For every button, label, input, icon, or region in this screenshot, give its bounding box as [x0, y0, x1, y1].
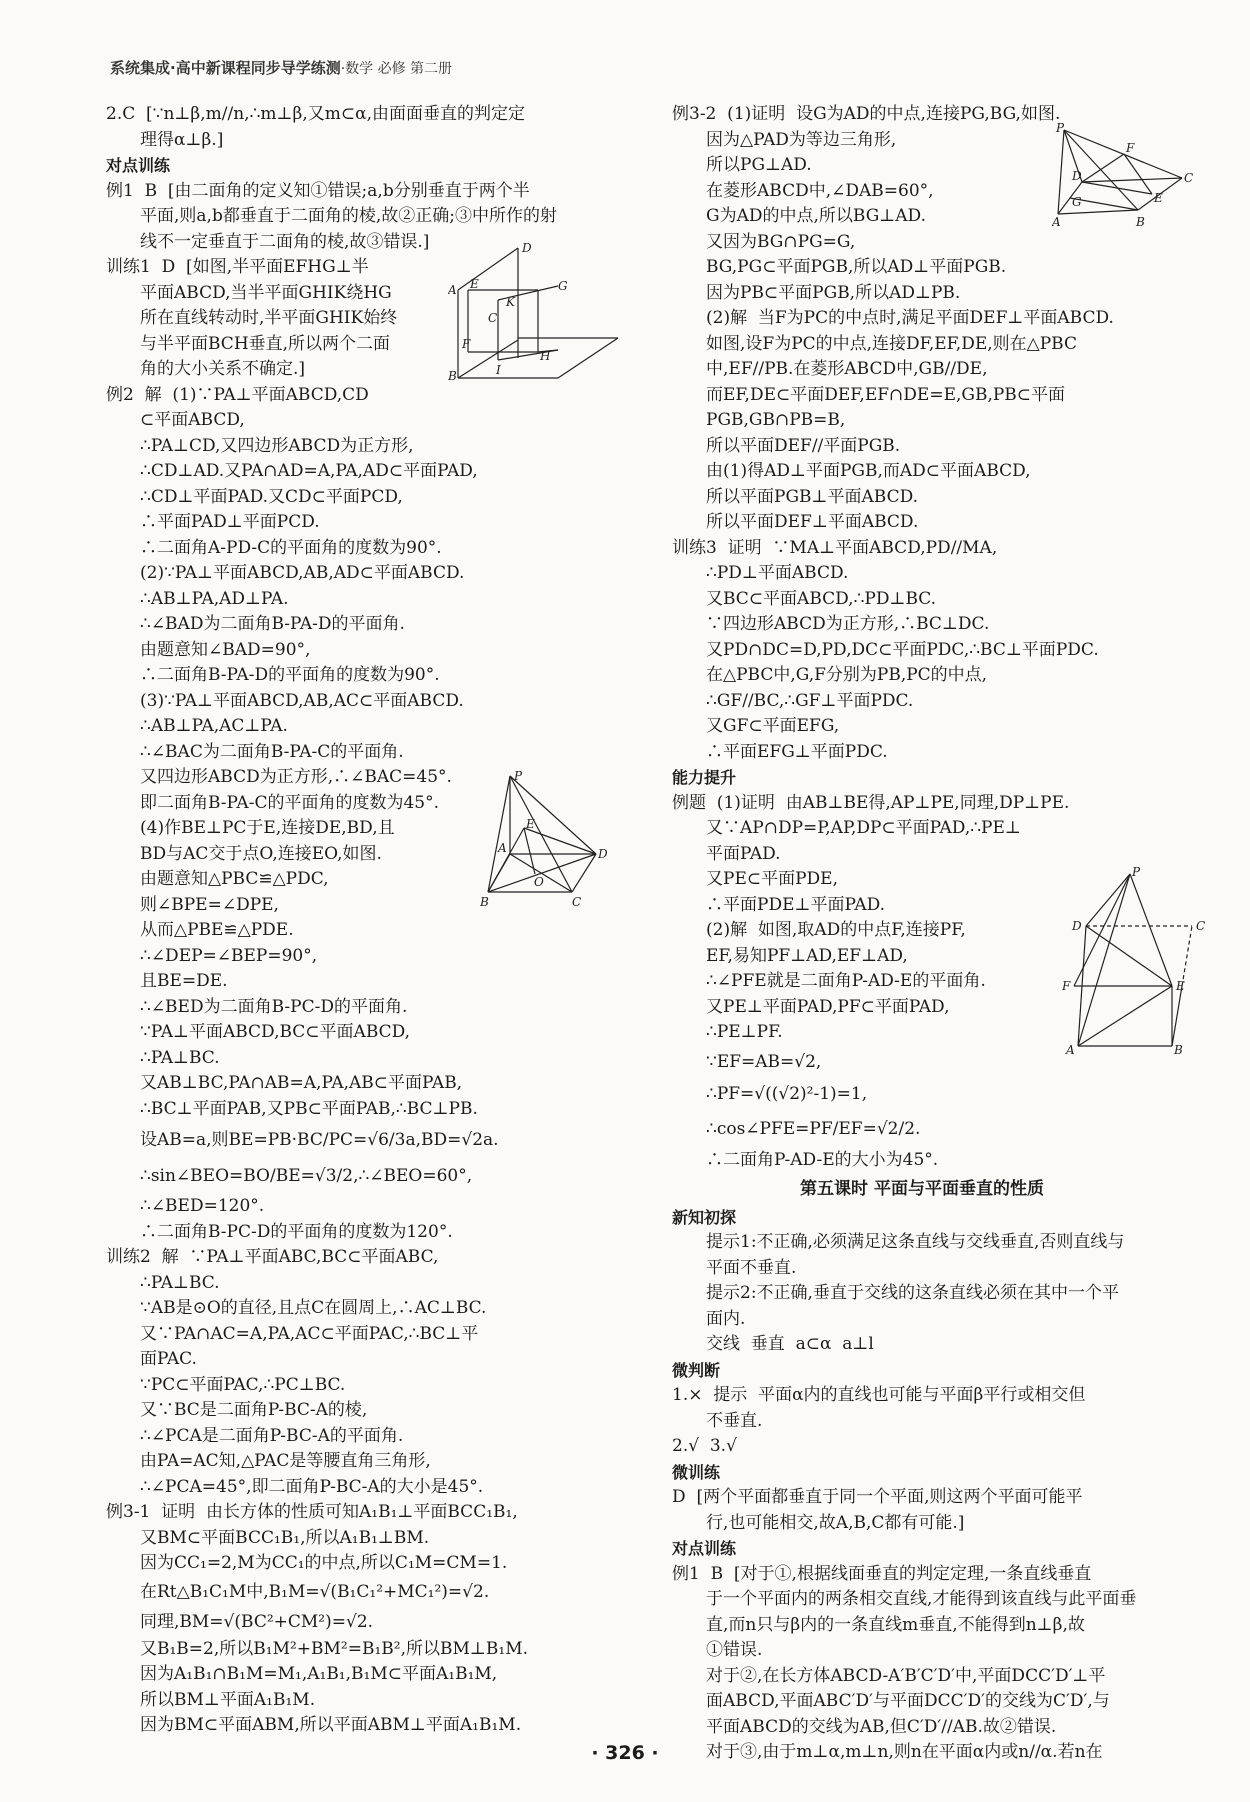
text-line: 线不一定垂直于二面角的棱,故③错误.] — [140, 231, 430, 252]
svg-text:I: I — [496, 363, 501, 377]
text-line: ∴∠BAD为二面角B-PA-D的平面角. — [140, 614, 405, 634]
book-subtitle: ·数学 必修 第二册 — [340, 61, 453, 77]
formula-line: 在Rt△B₁C₁M中,B₁M=√(B₁C₁²+MC₁²)=√2. — [140, 1581, 490, 1602]
text-line: 行,也可能相交,故A,B,C都有可能.] — [706, 1512, 965, 1533]
text-line: 而EF,DE⊂平面DEF,EF∩DE=E,GB,PB⊂平面 — [706, 384, 1066, 405]
text-line: 例1 B [由二面角的定义知①错误;a,b分别垂直于两个半 — [106, 180, 530, 201]
svg-text:C: C — [1196, 919, 1206, 933]
svg-text:A: A — [498, 841, 507, 855]
lesson-title: 第五课时 平面与平面垂直的性质 — [800, 1179, 1044, 1199]
section-heading: 微判断 — [672, 1360, 721, 1380]
text-line: 交线 垂直 a⊂α a⊥l — [706, 1334, 874, 1354]
svg-text:O: O — [534, 875, 544, 889]
section-heading: 对点训练 — [672, 1539, 737, 1558]
text-line: ∴CD⊥平面PAD.又CD⊂平面PCD, — [140, 486, 403, 507]
text-line: ∴CD⊥AD.又PA∩AD=A,PA,AD⊂平面PAD, — [140, 461, 478, 481]
text-line: 中,EF//PB.在菱形ABCD中,GB//DE, — [706, 359, 988, 379]
text-line: ∴PE⊥PF. — [706, 1022, 783, 1042]
svg-text:F: F — [1062, 979, 1071, 993]
text-line: 平面ABCD,当半平面GHIK绕HG — [140, 282, 392, 303]
text-line: 平面不垂直. — [706, 1257, 797, 1278]
section-heading: 微训练 — [672, 1462, 721, 1482]
text-line: 因为PB⊂平面PGB,所以AD⊥PB. — [706, 282, 961, 303]
text-line: 平面,则a,b都垂直于二面角的棱,故②正确;③中所作的射 — [140, 206, 557, 226]
text-line: ∴二面角B-PC-D的平面角的度数为120°. — [140, 1221, 453, 1242]
text-line: 提示2:不正确,垂直于交线的这条直线必须在其中一个平 — [706, 1283, 1119, 1303]
svg-text:E: E — [1176, 979, 1185, 993]
text-line: 又PE⊂平面PDE, — [706, 869, 838, 889]
text-line: ∴∠PCA=45°,即二面角P-BC-A的大小是45°. — [140, 1476, 484, 1497]
figure-planes-svg — [448, 240, 648, 380]
formula-line: ∴cos∠PFE=PF/EF=√2/2. — [706, 1118, 921, 1139]
text-line: ∴PD⊥平面ABCD. — [706, 563, 849, 583]
page-number: · 326 · — [591, 1742, 659, 1764]
text-line: (2)解 当F为PC的中点时,满足平面DEF⊥平面ABCD. — [706, 308, 1114, 328]
text-line: 又GF⊂平面EFG, — [706, 716, 840, 736]
svg-text:H: H — [540, 349, 551, 363]
text-line: ∴平面PAD⊥平面PCD. — [140, 512, 320, 532]
text-line: 于一个平面内的两条相交直线,才能得到该直线与此平面垂 — [706, 1589, 1137, 1609]
text-line: ∵四边形ABCD为正方形,∴BC⊥DC. — [706, 614, 990, 634]
text-line: ∴∠BAC为二面角B-PA-C的平面角. — [140, 741, 404, 762]
text-line: 又AB⊥BC,PA∩AB=A,PA,AB⊂平面PAB, — [140, 1073, 463, 1093]
text-line: ∵PC⊂平面PAC,∴PC⊥BC. — [140, 1374, 346, 1395]
text-line: ∴∠PCA是二面角P-BC-A的平面角. — [140, 1425, 404, 1446]
text-line: 因为△PAD为等边三角形, — [706, 129, 897, 150]
section-heading: 能力提升 — [672, 768, 737, 787]
text-line: 所以平面DEF//平面PGB. — [706, 435, 901, 456]
svg-text:C: C — [572, 895, 582, 908]
svg-text:D: D — [1072, 169, 1082, 183]
text-line: 例题 (1)证明 由AB⊥BE得,AP⊥PE,同理,DP⊥PE. — [672, 792, 1070, 813]
book-title: 系统集成·高中新课程同步导学练测 — [110, 59, 341, 77]
svg-text:D: D — [598, 847, 608, 861]
text-line: ①错误. — [706, 1640, 763, 1660]
svg-text:G: G — [1072, 195, 1082, 209]
text-line: 1.× 提示 平面α内的直线也可能与平面β平行或相交但 — [672, 1385, 1086, 1405]
svg-text:C: C — [488, 311, 498, 325]
formula-line: ∴sin∠BEO=BO/BE=√3/2,∴∠BEO=60°, — [140, 1166, 473, 1186]
text-line: PGB,GB∩PB=B, — [706, 410, 846, 430]
text-line: ∴AB⊥PA,AC⊥PA. — [140, 716, 288, 736]
text-line: ∴AB⊥PA,AD⊥PA. — [140, 588, 289, 609]
running-header — [110, 56, 1140, 83]
text-line: 例3-1 证明 由长方体的性质可知A₁B₁⊥平面BCC₁B₁, — [106, 1502, 518, 1522]
text-line: BD与AC交于点O,连接EO,如图. — [140, 843, 382, 864]
text-line: D [两个平面都垂直于同一个平面,则这两个平面可能平 — [672, 1487, 1083, 1507]
text-line: ∴PA⊥CD,又四边形ABCD为正方形, — [140, 435, 414, 456]
text-line: 理得α⊥β.] — [140, 129, 224, 150]
text-line: 又因为BG∩PG=G, — [706, 231, 856, 252]
text-line: ∴∠PFE就是二面角P-AD-E的平面角. — [706, 971, 986, 991]
text-line: ∴二面角B-PA-D的平面角的度数为90°. — [140, 665, 440, 685]
text-line: 2.√ 3.√ — [672, 1436, 737, 1456]
text-line: 由题意知∠BAD=90°, — [140, 639, 311, 660]
text-line: 在△PBC中,G,F分别为PB,PC的中点, — [706, 665, 988, 685]
formula-line: 同理,BM=√(BC²+CM²)=√2. — [140, 1611, 374, 1632]
text-line: 又∵AP∩DP=P,AP,DP⊂平面PAD,∴PE⊥ — [706, 818, 1021, 838]
text-line: 所以平面PGB⊥平面ABCD. — [706, 486, 919, 507]
figure-pyramid-2-svg — [1052, 122, 1202, 232]
formula-line: ∴PF=√((√2)²-1)=1, — [706, 1083, 868, 1104]
svg-text:B: B — [1174, 1043, 1183, 1056]
text-line: ∵PA⊥平面ABCD,BC⊂平面ABCD, — [140, 1022, 411, 1042]
text-line: ∴GF//BC,∴GF⊥平面PDC. — [706, 690, 914, 711]
text-line: 如图,设F为PC的中点,连接DF,EF,DE,则在△PBC — [706, 333, 1077, 354]
text-line: ∴PA⊥BC. — [140, 1272, 220, 1293]
text-line: (4)作BE⊥PC于E,连接DE,BD,且 — [140, 818, 395, 838]
text-line: 又PD∩DC=D,PD,DC⊂平面PDC,∴BC⊥平面PDC. — [706, 639, 1099, 660]
text-line: 例3-2 (1)证明 设G为AD的中点,连接PG,BG,如图. — [672, 104, 1061, 124]
section-heading: 对点训练 — [106, 156, 171, 175]
text-line: 由PA=AC知,△PAC是等腰直角三角形, — [140, 1451, 431, 1471]
svg-text:A: A — [1066, 1043, 1075, 1056]
figure-folded-svg — [1062, 866, 1212, 1056]
text-line: 训练2 解 ∵PA⊥平面ABC,BC⊂平面ABC, — [106, 1247, 439, 1267]
text-line: ∵AB是⊙O的直径,且点C在圆周上,∴AC⊥BC. — [140, 1298, 487, 1318]
text-line: ∴∠BED=120°. — [140, 1196, 265, 1216]
svg-text:C: C — [1184, 171, 1194, 185]
svg-text:E: E — [470, 277, 479, 291]
text-line: 2.C [∵n⊥β,m//n,∴m⊥β,又m⊂α,由面面垂直的判定定 — [106, 104, 525, 124]
text-line: (3)∵PA⊥平面ABCD,AB,AC⊂平面ABCD. — [140, 690, 464, 711]
svg-text:D: D — [1072, 919, 1082, 933]
text-line: 例1 B [对于①,根据线面垂直的判定定理,一条直线垂直 — [672, 1563, 1092, 1584]
text-line: 又四边形ABCD为正方形,∴∠BAC=45°. — [140, 767, 452, 787]
figure-pyramid-1-svg — [480, 768, 610, 908]
text-line: 所以BM⊥平面A₁B₁M. — [140, 1689, 316, 1710]
text-line: 平面ABCD的交线为AB,但C′D′//AB.故②错误. — [706, 1716, 1057, 1737]
text-line: 与半平面BCH垂直,所以两个二面 — [140, 333, 391, 354]
text-line: 又BC⊂平面ABCD,∴PD⊥BC. — [706, 588, 937, 609]
text-line: 从而△PBE≌△PDE. — [140, 920, 294, 940]
text-line: 不垂直. — [706, 1410, 763, 1431]
text-line: 因为A₁B₁∩B₁M=M₁,A₁B₁,B₁M⊂平面A₁B₁M, — [140, 1664, 498, 1684]
text-line: ∴∠DEP=∠BEP=90°, — [140, 945, 318, 966]
text-line: 又PE⊥平面PAD,PF⊂平面PAD, — [706, 996, 950, 1017]
text-line: ∴平面PDE⊥平面PAD. — [706, 894, 886, 915]
text-line: ∴∠BED为二面角B-PC-D的平面角. — [140, 996, 408, 1017]
text-line: 提示1:不正确,必须满足这条直线与交线垂直,否则直线与 — [706, 1232, 1125, 1252]
text-line: 则∠BPE=∠DPE, — [140, 894, 279, 915]
text-line: 又∵PA∩AC=A,PA,AC⊂平面PAC,∴BC⊥平 — [140, 1323, 479, 1344]
text-line: BG,PG⊂平面PGB,所以AD⊥平面PGB. — [706, 257, 1007, 277]
text-line: 训练3 证明 ∵MA⊥平面ABCD,PD//MA, — [672, 537, 998, 558]
text-line: 平面PAD. — [706, 843, 781, 864]
text-line: 即二面角B-PA-C的平面角的度数为45°. — [140, 792, 439, 813]
svg-text:K: K — [506, 295, 515, 309]
text-line: (2)∵PA⊥平面ABCD,AB,AD⊂平面ABCD. — [140, 563, 465, 583]
section-heading: 新知初探 — [672, 1207, 737, 1227]
text-line: G为AD的中点,所以BG⊥AD. — [706, 206, 926, 226]
text-line: ∴二面角P-AD-E的大小为45°. — [706, 1149, 939, 1170]
text-line: (2)解 如图,取AD的中点F,连接PF, — [706, 920, 966, 940]
text-line: 由(1)得AD⊥平面PGB,而AD⊂平面ABCD, — [706, 461, 1031, 481]
text-line: 训练1 D [如图,半平面EFHG⊥半 — [106, 257, 369, 277]
text-line: 面内. — [706, 1308, 746, 1329]
text-line: 所以PG⊥AD. — [706, 155, 812, 175]
text-line: 因为BM⊂平面ABM,所以平面ABM⊥平面A₁B₁M. — [140, 1715, 522, 1735]
svg-text:P: P — [1056, 122, 1065, 135]
svg-text:B: B — [480, 895, 489, 908]
text-line: 又BM⊂平面BCC₁B₁,所以A₁B₁⊥BM. — [140, 1527, 430, 1548]
text-line: EF,易知PF⊥AD,EF⊥AD, — [706, 945, 908, 966]
svg-text:P: P — [514, 769, 523, 783]
text-line: 直,而n只与β内的一条直线m垂直,不能得到n⊥β,故 — [706, 1614, 1085, 1635]
figure-folded — [1062, 866, 1212, 1056]
text-line: 在菱形ABCD中,∠DAB=60°, — [706, 180, 934, 201]
text-line: ⊂平面ABCD, — [140, 410, 245, 430]
svg-text:E: E — [1154, 191, 1163, 205]
text-line: 又B₁B=2,所以B₁M²+BM²=B₁B²,所以BM⊥B₁M. — [140, 1638, 529, 1659]
text-line: 角的大小关系不确定.] — [140, 359, 306, 379]
svg-text:D: D — [522, 241, 532, 255]
text-line: ∴平面EFG⊥平面PDC. — [706, 741, 888, 762]
text-line: 面PAC. — [140, 1349, 197, 1369]
text-line: 所在直线转动时,半平面GHIK始终 — [140, 308, 398, 328]
text-line: 对于③,由于m⊥α,m⊥n,则n在平面α内或n//α.若n在 — [706, 1742, 1103, 1762]
text-line: 面ABCD,平面ABC′D′与平面DCC′D′的交线为C′D′,与 — [706, 1691, 1110, 1711]
formula-line: ∵EF=AB=√2, — [706, 1051, 822, 1072]
formula-line: 设AB=a,则BE=PB·BC/PC=√6/3a,BD=√2a. — [140, 1130, 499, 1150]
svg-text:F: F — [1126, 141, 1135, 155]
svg-text:E: E — [526, 817, 535, 831]
text-line: 因为CC₁=2,M为CC₁的中点,所以C₁M=CM=1. — [140, 1553, 508, 1573]
svg-text:F: F — [462, 337, 471, 351]
svg-text:A: A — [448, 283, 457, 297]
figure-pyramid-1 — [480, 768, 610, 908]
text-line: ∴二面角A-PD-C的平面角的度数为90°. — [140, 537, 442, 558]
text-line: ∴PA⊥BC. — [140, 1047, 220, 1068]
figure-planes — [448, 240, 648, 380]
text-line: 又∵BC是二面角P-BC-A的棱, — [140, 1400, 368, 1420]
figure-pyramid-2 — [1052, 122, 1202, 232]
svg-text:P: P — [1132, 866, 1141, 879]
text-line: 由题意知△PBC≌△PDC, — [140, 869, 329, 889]
text-line: 对于②,在长方体ABCD-A′B′C′D′中,平面DCC′D′⊥平 — [706, 1665, 1106, 1686]
svg-text:B: B — [1136, 215, 1145, 229]
text-line: 且BE=DE. — [140, 971, 228, 991]
svg-text:G: G — [558, 279, 568, 293]
svg-text:B: B — [448, 369, 457, 380]
text-line: 所以平面DEF⊥平面ABCD. — [706, 512, 919, 532]
text-line: ∴BC⊥平面PAB,又PB⊂平面PAB,∴BC⊥PB. — [140, 1098, 478, 1119]
text-line: 例2 解 (1)∵PA⊥平面ABCD,CD — [106, 384, 369, 405]
svg-text:A: A — [1052, 215, 1061, 229]
